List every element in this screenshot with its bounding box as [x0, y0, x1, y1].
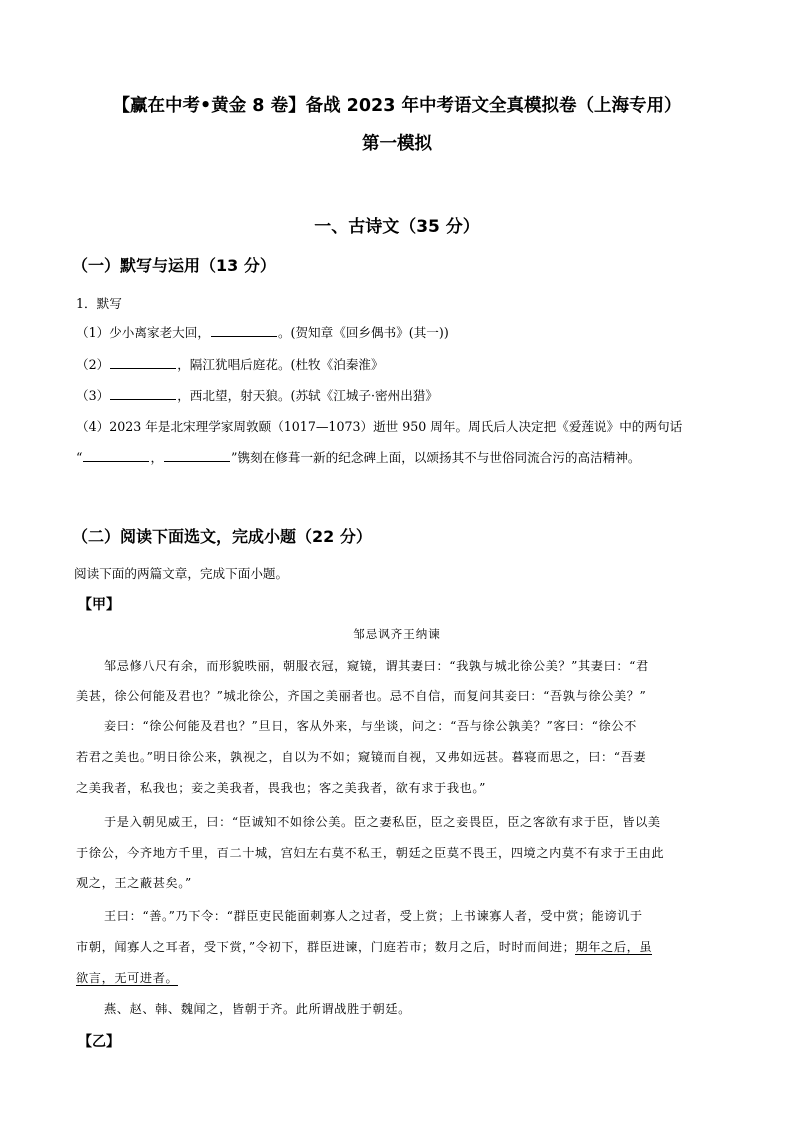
answer-blank[interactable]: [110, 356, 176, 369]
q1-1-text-b: 。(贺知章《回乡偶书》(其一)): [277, 325, 449, 340]
underlined-sentence: 期年之后，虽: [575, 940, 653, 954]
question-1-3: [76, 385, 438, 404]
yi-marker: 【乙】: [78, 1034, 120, 1050]
part2-intro: 阅读下面的两篇文章，完成下面小题。: [74, 566, 289, 581]
passage-line: 妾曰：“徐公何能及君也？”旦日，客从外来，与坐谈，问之：“吾与徐公孰美？”客曰：“徐公不: [104, 719, 637, 733]
quote-comma: ，: [150, 450, 164, 465]
passage-line: 若君之美也。”明日徐公来，孰视之，自以为不如；窥镜而自视，又弗如远甚。暮寝而思之，曰：“吾妻: [76, 750, 647, 764]
underlined-sentence-end: 欲言，无可进者。: [76, 971, 179, 985]
quote-open: “: [76, 450, 83, 465]
part2-heading: （二）阅读下面选文，完成小题（22 分）: [72, 527, 372, 546]
passage-line: 于徐公，今齐地方千里，百二十城，宫妇左右莫不私王，朝廷之臣莫不畏王，四境之内莫不有求于王由此: [76, 846, 665, 860]
q1-2-text-a: （2）: [76, 357, 110, 372]
passage-line: 之美我者，私我也；妾之美我者，畏我也；客之美我者，欲有求于我也。”: [76, 781, 486, 795]
answer-blank[interactable]: [110, 387, 176, 400]
question-1-4: （4）2023 年是北宋理学家周敦颐（1017—1073）逝世 950 周年。周氏后人决定把《爱莲说》中的两句话: [76, 419, 683, 434]
question-1-4-continued: [76, 447, 641, 466]
answer-blank[interactable]: [164, 449, 230, 462]
question-1-1: [76, 322, 449, 341]
passage-line: 美甚，徐公何能及君也？”城北徐公，齐国之美丽者也。忌不自信，而复问其妾曰：“吾孰与徐公美？”: [76, 689, 647, 703]
q1-1-text-a: （1）少小离家老大回，: [76, 325, 210, 340]
q1-3-text-b: ，西北望，射天狼。(苏轼《江城子·密州出猎》: [177, 388, 438, 403]
jia-marker: 【甲】: [78, 597, 120, 613]
section-heading: 一、古诗文（35 分）: [314, 217, 480, 237]
q1-2-text-b: ，隔江犹唱后庭花。(杜牧《泊秦淮》: [177, 357, 384, 372]
answer-blank[interactable]: [211, 324, 277, 337]
answer-blank[interactable]: [83, 449, 149, 462]
passage-line: 邹忌修八尺有余，而形貌昳丽，朝服衣冠，窥镜，谓其妻曰：“我孰与城北徐公美？”其妻曰：“君: [104, 659, 649, 673]
passage-title: 邹忌讽齐王纳谏: [353, 627, 441, 641]
passage-line: 于是入朝见威王，曰：“臣诚知不如徐公美。臣之妻私臣，臣之妾畏臣，臣之客欲有求于臣，皆以美: [104, 815, 661, 829]
document-subtitle: 第一模拟: [362, 134, 432, 154]
q1-3-text-a: （3）: [76, 388, 110, 403]
passage-line: 观之，王之蔽甚矣。”: [76, 876, 192, 890]
passage-line: 燕、赵、韩、魏闻之，皆朝于齐。此所谓战胜于朝廷。: [104, 1002, 411, 1016]
question-1-2: [76, 354, 384, 373]
document-title: 【赢在中考•黄金 8 卷】备战 2023 年中考语文全真模拟卷（上海专用）: [112, 96, 682, 116]
q1-4-rest: ”镌刻在修葺一新的纪念碑上面，以颂扬其不与世俗同流合污的高洁精神。: [231, 450, 641, 465]
passage-line: [76, 969, 720, 986]
passage-line: [76, 938, 720, 955]
passage-line: 王曰：“善。”乃下令：“群臣吏民能面刺寡人之过者，受上赏；上书谏寡人者，受中赏；能谤讥于: [104, 909, 643, 923]
passage-line-text: 市朝，闻寡人之耳者，受下赏，”令初下，群臣进谏，门庭若市；数月之后，时时而间进；: [76, 940, 576, 954]
part1-heading: （一）默写与运用（13 分）: [72, 256, 276, 275]
question-1-label: 1．默写: [76, 296, 122, 311]
